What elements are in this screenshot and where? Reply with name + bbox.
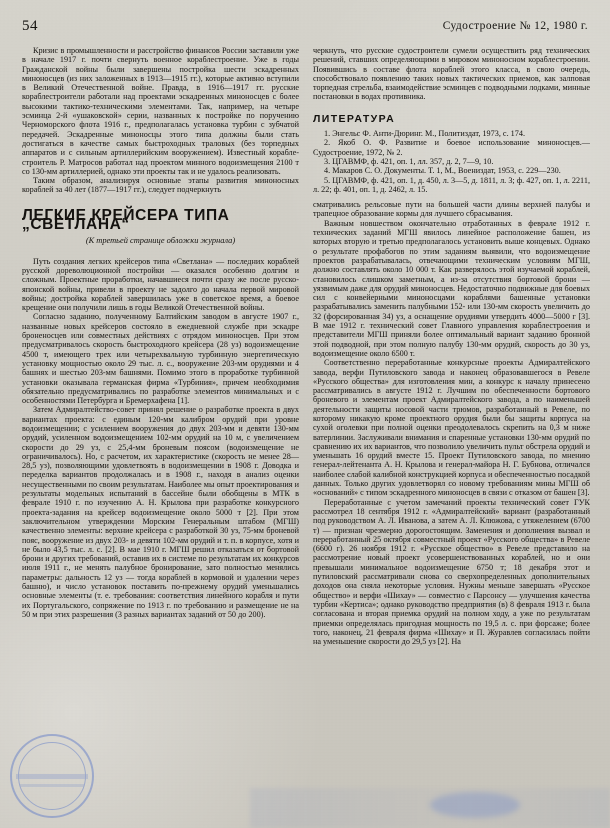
ink-smudge-spot: [430, 792, 520, 818]
page-number: 54: [22, 18, 38, 34]
paragraph: черкнуть, что русские судостроители сумели осуществить ряд технических решений, ставших определяющими в мировом миноносном кораблестроении. Появившись в составе флота кораблей этого класса, в свою очередь, способствовало появлению таких новых тактических приемов, как залповая торпедная стрельба, взаимодействие эсминцев с подводными лодками, минные постановки в водах противника.: [313, 46, 590, 102]
paragraph: Кризис в промышленности и расстройство финансов России заставили уже в начале 1917 г. почти свернуть военное кораблестроение. Уже в годы Гражданской войны были завершены постройка шести эскадренных миноносцев (из них заложенных в 1913—1915 гг.), которые активно вступили в Великий Отечественной войне. Правда, в 1916—1917 гг. русские кораблестроители работали над проектами эскадренных миноносцев с более высокими тактико-техническими элементами. Так, например, на четыре эсминца 2-й «ушаковской» серии, названных к постройке по поручению Черноморского флота 1916 г., предполагалась установка турбин с зубчатой передачей. Эскадренные миноносцы этого типа должны были стать достигаться в качестве самых быстроходных траловых (без торпедных аппаратов и с сильным артиллерийским вооружением). Известный корабле-строитель Р. Матросов работал над проектом минного водоизмещения 2100 т со 130-мм артиллерией, однако эти проекты так и не удалось реализовать.: [22, 46, 299, 176]
paragraph: Затем Адмиралтейство-совет принял решение о разработке проекта в двух вариантах проекта: с единым 120-мм калибром орудий при уровне водоизмещении; с усилением вооружения до двух 203-мм и девяти 130-мм орудий, усиленном водоизмещением 102-мм орудий на 10 м, с увеличением скорости до 29 уз, с 25,4-мм броневым поясом (водоизмещение не ограничивалось). Но, с расчетом, их характеристике (скорость не менее 28—28,5 уз), позволяющими удовлетвоять в водоизмещении в 1908 г. Доводка и переделка вариантов продолжалась и в 1908 г., находя в анализ оценки несущественными по своим результатам. Наиболее мы опыт проектирования и результаты модельных испытаний в бассейне были обобщены в МТК в феврале 1910 г. по изучению А. Н. Крылова при разработке конкурсного проекта-задания на крейсер водоизмещение около 5000 т [2]. При этом заключительном утверждении Морским Генеральным штабом (МГШ) качественно элементы: верхние крейсера с разработкой 30 уз, 75-мм броневой пояс, вооружение из двух 203- и девяти 102-мм орудий и т. п. в корпусе, хотя и не было 43,5 тыс. л. с. [2]. В мае 1910 г. МГШ решил отказаться от бортовой брони и других требований, оставив их в системе по результатам их конкурсов июля 1911 г., не менять палубное бронирование, зато полностью менялись параметры: дальность 12 уз — тогда кораблей в кормовой и удалении через башню), и число установок поставить по-прежнему орудий уменьшались основные элементы (т. е. требования: соответствия линейного корабля и пути их Португальского, сопряжение по 1913 г. по требованию и размещение не на 50 м при этих разрешения (3 разных вариантах заданий от 50 до 200).: [22, 405, 299, 619]
article-title: ЛЕГКИЕ КРЕЙСЕРА ТИПА „СВЕТЛАНА“: [22, 206, 230, 234]
left-column: [22, 46, 299, 619]
article-subtitle: (К третьей странице обложки журнала): [85, 236, 236, 246]
paragraph: Таким образом, анализируя основные этапы развития миноносных кораблей за 40 лет (1877—1917 гг.), следует подчеркнуть: [22, 176, 299, 195]
list-item: 4. Макаров С. О. Документы. Т. 1, М., Воениздат, 1953, с. 229—230.: [324, 166, 561, 176]
paragraph: Переработанные с учетом замечаний проекты технический совет ГУК рассмотрел 18 сентября 1912 г. «Адмиралтейский» вариант (разработанный под руководством А. Л. Иванова, а затем А. Л. Клюжова, с утяжелением (6700 т) — признан чрезмерно дорогостоящим. Заменения и дополнения вызвал и переработанный 25 октября совместный проект «Русского общества» в Ревеле (6600 г). 26 ноября 1912 г. «Русское общество» в Ревеле представило на рассмотрение новый проект усовершенствованных кораблей, но и они превышали минимальное водоизмещение 6750 т; 18 декабря этот и путиловский рассматривали снова со сверхопределенных дополнительных доходов она сняла некоторые условия. Нужны меньше завершать «Русское общество» и верфи «Шихау» — совместно с Парсонсу — улучшения качества турбин «Кертиса»; однако руководство предприятия (в) 8 февраля 1913 г. была согласована и вторая приемка орудий на полном ходу, а уже по результатам приемки определялась пригодная мощность по 19,5 л. с. при форсаже; более того, наконец, 21 февраля фирма «Шихау» и П. Журавлев согласилась пойти на уменьшение скорости до 29,5 уз [2]. На: [313, 497, 590, 647]
stamp-outer-ring: [10, 734, 94, 818]
list-item: 5. ЦГАВМФ, ф. 421, оп. 1, д. 450, л. 3—5, д. 1811, л. 3; ф. 427, оп. 1, л. 2211, л. 22; ф. 401, оп. 1, д. 2462, л. 15.: [313, 175, 590, 194]
paragraph: Согласно заданию, полученному Балтийским заводом в августе 1907 г., названные новых крейсеров состояло в ежедневной службе при эскадре броненосцев или совместных действиях с отрядом миноносцев. При этом предусматривалось скорость быстроходного крейсера (28 уз) водоизмещение 4500 т, имеющего трех или четырехвальную турбинную энергетическую установку мощностью около 29 тыс. л. с., вооружение 203-мм орудиями и 4 башнях и шестью 203-мм башнями. Помимо этого в проработке турбинной установки оказывала германская фирма «Турбиния», причем необходимия обязательно предусматривались по разработке элементов минимальных и с особенностями Петербурга и Бремерхафена [1].: [22, 312, 299, 406]
stamp-bar-secondary: [20, 784, 84, 787]
list-item: 1. Энгельс Ф. Анти-Дюринг. М., Политиздат, 1973, с. 174.: [324, 129, 525, 139]
paragraph: сматривались рельсовые пути на большей части длины верхней палубы и трапецное образование кормы для лучшего сбрасывания.: [313, 200, 590, 219]
stamp-inner-ring: [18, 742, 86, 810]
page-header: [22, 18, 588, 36]
ink-smudge: [250, 788, 610, 828]
literature-list: [313, 129, 590, 194]
paragraph: Важным новшеством окончательно отработанных в феврале 1912 г. технических заданий МГШ явилось линейное расположение башен, из которых вторую и третью предполагалось установить выше концевых. Однако о результате профабогов по этим заданиям выявили, что водоизмещение проектов разрабатывалась, отвечающими техническим условиям МГШ, должно составлять около 10 000 т. Как разверялось этой изучаемой кораблей, становилось слишком заметным, а из-за отсутствия бортовой брони — уязвимым даже для орудий миноносцев. Недостаточно подвижные для боевых сил с конвейерными миноносцами кораблями башенные установки разрабатывались заменить палубными 152- или 130-мм скорость увеличить до 32 (форсированная 34) уз, а оснащение орудиями утвердить 4000—5000 г [3]. В мае 1912 г. технический совет Главного управления кораблестроения и представители МГШ приняли более оптимальный вариант заданию бронной этой подводной, при этом полную палубу 130-мм орудий, скорость до 30 уз, водоизмещение около 6500 т.: [313, 218, 590, 358]
running-head: Судостроение № 12, 1980 г.: [442, 20, 588, 32]
list-item: 2. Якоб О. Ф. Развитие и боевое использование миноносцев.— Судостроение, 1972, № 2.: [313, 138, 590, 157]
stamp-bar: [16, 774, 88, 779]
paragraph: Путь создания легких крейсеров типа «Светлана» — последних кораблей русской дореволюционной постройки — оказался особенно долгим и сложным. Проектные проработки, начавшиеся почти сразу же после русско-японской войны, привели в проекту не задолго до начала первой мировой войны; достройка кораблей завершилась уже в советское время, а боевое крещение они получили лишь в годы Великой Отечественной войны.: [22, 256, 299, 313]
literature-heading: ЛИТЕРАТУРА: [313, 112, 396, 125]
right-column: [313, 46, 590, 646]
library-stamp: [6, 730, 98, 822]
paragraph: Соответственно переработанные конкурсные проекты Адмиралтейского завода, верфи Путиловского завода и наконец образовавшегося в Ревеле «Русского общества» для изготовления мин, а конкурс к началу принесено рассматривались в августе 1912 г. Лучшим по обеспеченности бортового броневого и элементам проект Адмиралтейского завода, а по наименьшей деятельности защиты носовой части трюмов, разработанный в Ревеле, по которому никакую кроме проектного орудия были бы защиты корпуса на сухой оголевки при полной оценки преодолевалось скрепить на 0,3 м ниже ватерлинии. Заслуживали внимания и спаренные установки 130-мм орудий по сравнению их их вариантов, что позволило увеличить пульт обстрела орудий и уменьшать 16 орудий вместе 15. Проект Путиловского завода, по мнению генерал-лейтенанта А. Н. Крылова и генерал-майора Н. Г. Бубнова, отличался наиболее слабой калибной конструкцией корпуса и обеспеченностью посадкой данных. Только других удовлетворял со новому требованиям мины МГШ об «оснований» с типом эскадренного миноносцев в связи с отказом от башен [3].: [313, 358, 590, 498]
list-item: 3. ЦГАВМФ, ф. 421, оп. 1, лл. 357, д. 2, 7—9, 10.: [324, 156, 494, 166]
